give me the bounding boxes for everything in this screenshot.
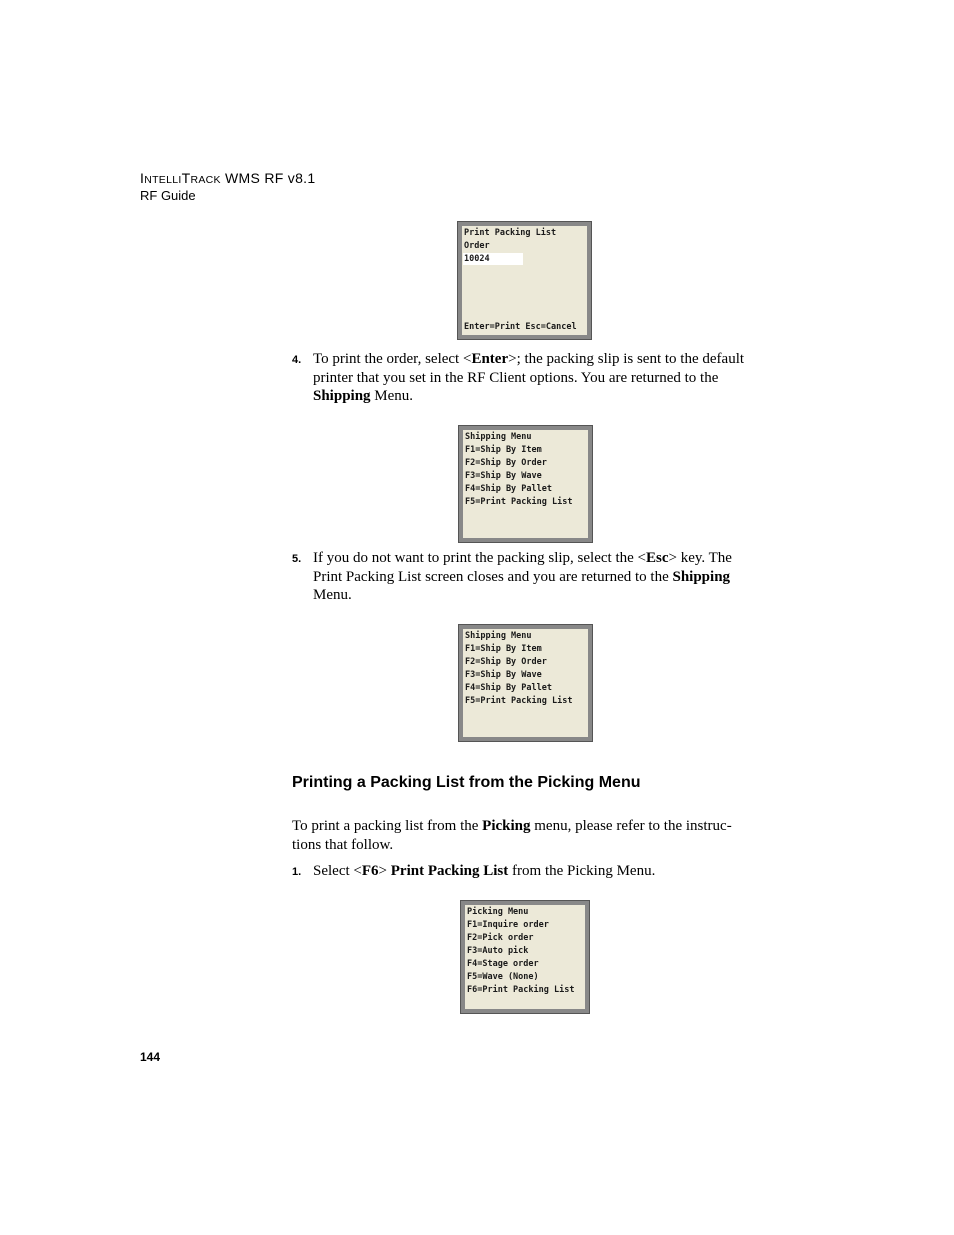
running-header-title	[140, 170, 315, 186]
order-label: Order	[464, 241, 490, 251]
intro-text-b: menu, please refer to the instruc-tions that follow.	[292, 818, 732, 853]
step-1-item-name: Print Packing List	[390, 863, 509, 879]
order-input-value: 10024	[464, 254, 490, 264]
menu-item-ship-by-pallet[interactable]: F4=Ship By Pallet	[465, 683, 552, 693]
step-1-text-b: >	[378, 863, 391, 879]
step-1-text-c: from the Picking Menu.	[508, 863, 656, 879]
section-heading: Printing a Packing List from the Picking Menu	[292, 774, 641, 791]
menu-item-print-packing-list[interactable]: F6=Print Packing List	[467, 985, 575, 995]
step-number: 1.	[292, 866, 302, 878]
menu-item-ship-by-wave[interactable]: F3=Ship By Wave	[465, 670, 542, 680]
menu-item-wave[interactable]: F5=Wave (None)	[467, 972, 539, 982]
running-header-subtitle: RF Guide	[140, 188, 196, 203]
order-input[interactable]	[463, 253, 523, 265]
step-4-text-c: Menu.	[370, 388, 414, 404]
step-number: 4.	[292, 354, 302, 366]
step-5-text-c: Menu.	[313, 587, 352, 603]
step-4-text	[313, 350, 758, 406]
header-product-initial-2: T	[181, 170, 191, 186]
menu-item-inquire-order[interactable]: F1=Inquire order	[467, 920, 549, 930]
rf-screen-picking-menu	[461, 901, 589, 1013]
step-5-text	[313, 549, 758, 605]
step-1-text-a: Select <	[313, 863, 362, 879]
menu-item-auto-pick[interactable]: F3=Auto pick	[467, 946, 529, 956]
menu-item-ship-by-item[interactable]: F1=Ship By Item	[465, 644, 542, 654]
intro-text-a: To print a packing list from the	[292, 818, 483, 834]
step-5-text-a: If you do not want to print the packing slip, select the <	[313, 550, 646, 566]
step-5-key: Esc	[645, 550, 669, 566]
menu-item-ship-by-order[interactable]: F2=Ship By Order	[465, 458, 547, 468]
page-number: 144	[140, 1050, 161, 1064]
step-5-text-b: > key. The Print Packing List screen closes and you are returned to the	[313, 550, 732, 585]
step-number: 5.	[292, 553, 302, 565]
menu-item-print-packing-list[interactable]: F5=Print Packing List	[465, 497, 573, 507]
step-1-key: F6	[361, 863, 379, 879]
step-5-menu-name: Shipping	[672, 568, 731, 585]
menu-title: Picking Menu	[467, 907, 529, 917]
header-product-initial: I	[140, 170, 145, 186]
menu-item-stage-order[interactable]: F4=Stage order	[467, 959, 539, 969]
menu-item-ship-by-item[interactable]: F1=Ship By Item	[465, 445, 542, 455]
section-intro	[292, 817, 754, 854]
menu-item-pick-order[interactable]: F2=Pick order	[467, 933, 534, 943]
header-product-smallcaps-1: NTELLI	[144, 174, 182, 186]
step-4-key: Enter	[471, 351, 509, 367]
step-1-text	[313, 862, 758, 881]
menu-item-ship-by-order[interactable]: F2=Ship By Order	[465, 657, 547, 667]
rf-screen-shipping-menu	[459, 625, 592, 741]
header-product-smallcaps-2: RACK	[190, 174, 221, 186]
screen-footer-keys: Enter=Print Esc=Cancel	[464, 322, 577, 332]
menu-title: Shipping Menu	[465, 631, 532, 641]
menu-item-ship-by-wave[interactable]: F3=Ship By Wave	[465, 471, 542, 481]
screen-title: Print Packing List	[464, 228, 557, 238]
menu-title: Shipping Menu	[465, 432, 532, 442]
step-4-text-b: >; the packing slip is sent to the default printer that you set in the RF Client options. You are returned to the	[313, 351, 745, 386]
rf-screen-shipping-menu	[459, 426, 592, 542]
step-4-text-a: To print the order, select <	[313, 351, 472, 367]
rf-screen-print-packing-list	[458, 222, 591, 339]
menu-item-ship-by-pallet[interactable]: F4=Ship By Pallet	[465, 484, 552, 494]
header-product-version: WMS RF v8.1	[220, 170, 316, 186]
step-4-menu-name: Shipping	[313, 388, 371, 404]
menu-item-print-packing-list[interactable]: F5=Print Packing List	[465, 696, 573, 706]
intro-menu-name: Picking	[482, 818, 531, 834]
